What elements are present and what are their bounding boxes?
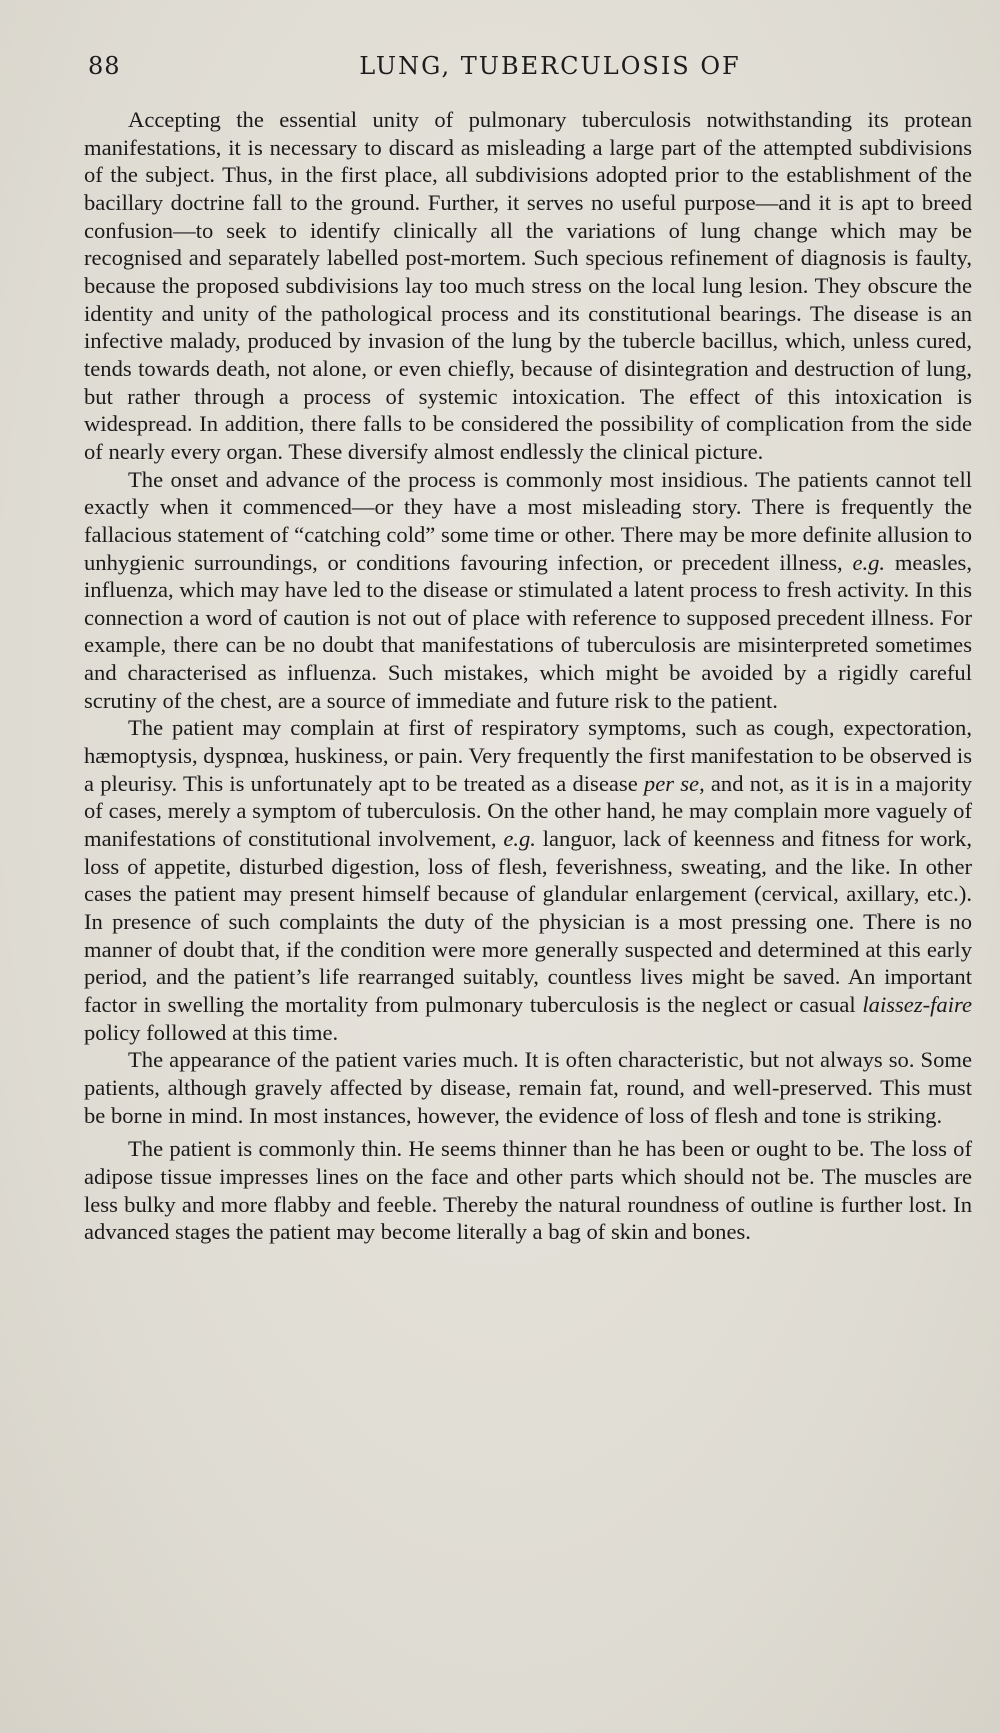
paragraph-text: , and not, as it is in a majority of cases, merely a symptom of tuberculosis. On the other hand, he may complain more vaguely of manifestations of constitutional involvement,	[84, 770, 972, 852]
page-number: 88	[88, 52, 121, 80]
italic-term: e.g.	[852, 549, 886, 575]
paragraph-thinness	[84, 1135, 972, 1246]
paragraph-text: Accepting the essential unity of pulmonary tuberculosis notwithstanding its protean manifestations, it is necessary to discard as misleading a large part of the attempted subdivisions of the subject. Thus, in the first place, all subdivisions adopted prior to the establishment of the bacillary doctrine fall to the ground. Further, it serves no useful purpose—and it is apt to breed confusion—to seek to identify clinically all the variations of lung change which may be recognised and separately labelled post-mortem. Such specious refinement of diagnosis is faulty, because the proposed subdivisions lay too much stress on the local lung lesion. They obscure the identity and unity of the pathological process and its constitutional bearings. The disease is an infective malady, produced by invasion of the lung by the tubercle bacillus, which, unless cured, tends towards death, not alone, or even chiefly, because of disintegration and destruction of lung, but rather through a process of systemic intoxication. The effect of this intoxication is widespread. In addition, there falls to be considered the possibility of complication from the side of nearly every organ. These diversify almost endlessly the clinical picture.	[84, 107, 972, 464]
italic-term: e.g.	[503, 826, 536, 852]
paragraph-unity-of-tuberculosis	[84, 106, 972, 466]
paragraph-text: languor, lack of keenness and fitness for work, loss of appetite, disturbed digestion, loss of flesh, feverishness, sweating, and the like. In other cases the patient may present himself because of glandular enlargement (cervical, axillary, etc.). In presence of such complaints the duty of the physician is a most pressing one. There is no manner of doubt that, if the condition were more generally suspected and determined at this early period, and the patient’s life rearranged suitably, countless lives might be saved. An important factor in swelling the mortality from pulmonary tuberculosis is the neglect or casual	[84, 826, 972, 1017]
running-title: LUNG, TUBERCULOSIS OF	[359, 52, 741, 80]
italic-term: per se	[643, 770, 700, 796]
paragraph-text: The patient is commonly thin. He seems thinner than he has been or ought to be. The loss of adipose tissue impresses lines on the face and other parts which should not be. The muscles are less bulky and more flabby and feeble. Thereby the natural roundness of outline is further lost. In advanced stages the patient may become literally a bag of skin and bones.	[84, 1136, 972, 1245]
paragraph-text: The onset and advance of the process is commonly most insidious. The patients cannot tell exactly when it commenced—or they have a most misleading story. There is frequently the fallacious statement of “catching cold” some time or other. There may be more definite allusion to unhygienic surroundings, or conditions favouring infection, or precedent illness,	[84, 466, 972, 575]
paragraph-text: The appearance of the patient varies much. It is often characteristic, but not always so. Some patients, although gravely affected by disease, remain fat, round, and well-preserved. This must be borne in mind. In most instances, however, the evidence of loss of flesh and tone is striking.	[84, 1047, 972, 1128]
paragraph-appearance	[84, 1046, 972, 1129]
paragraph-symptoms	[84, 714, 972, 1046]
paragraph-onset	[84, 466, 972, 715]
italic-term: laissez-faire	[862, 992, 972, 1017]
paragraph-text: policy followed at this time.	[84, 1019, 339, 1045]
paragraph-text: The patient may complain at first of respiratory symptoms, such as cough, expectoration, hæmoptysis, dyspnœa, huskiness, or pain. Very frequently the first manifestation to be observed is a pleurisy. This is unfortunately apt to be treated as a disease	[84, 715, 972, 796]
paragraph-text: measles, influenza, which may have led to the disease or stimulated a latent process to fresh activity. In this connection a word of caution is not out of place with reference to supposed precedent illness. For example, there can be no doubt that manifestations of tuberculosis are misinterpreted sometimes and characterised as influenza. Such mistakes, which might be avoided by a rigidly careful scrutiny of the chest, are a source of immediate and future risk to the patient.	[84, 549, 972, 713]
body-text	[84, 106, 972, 1246]
running-head	[88, 52, 972, 86]
